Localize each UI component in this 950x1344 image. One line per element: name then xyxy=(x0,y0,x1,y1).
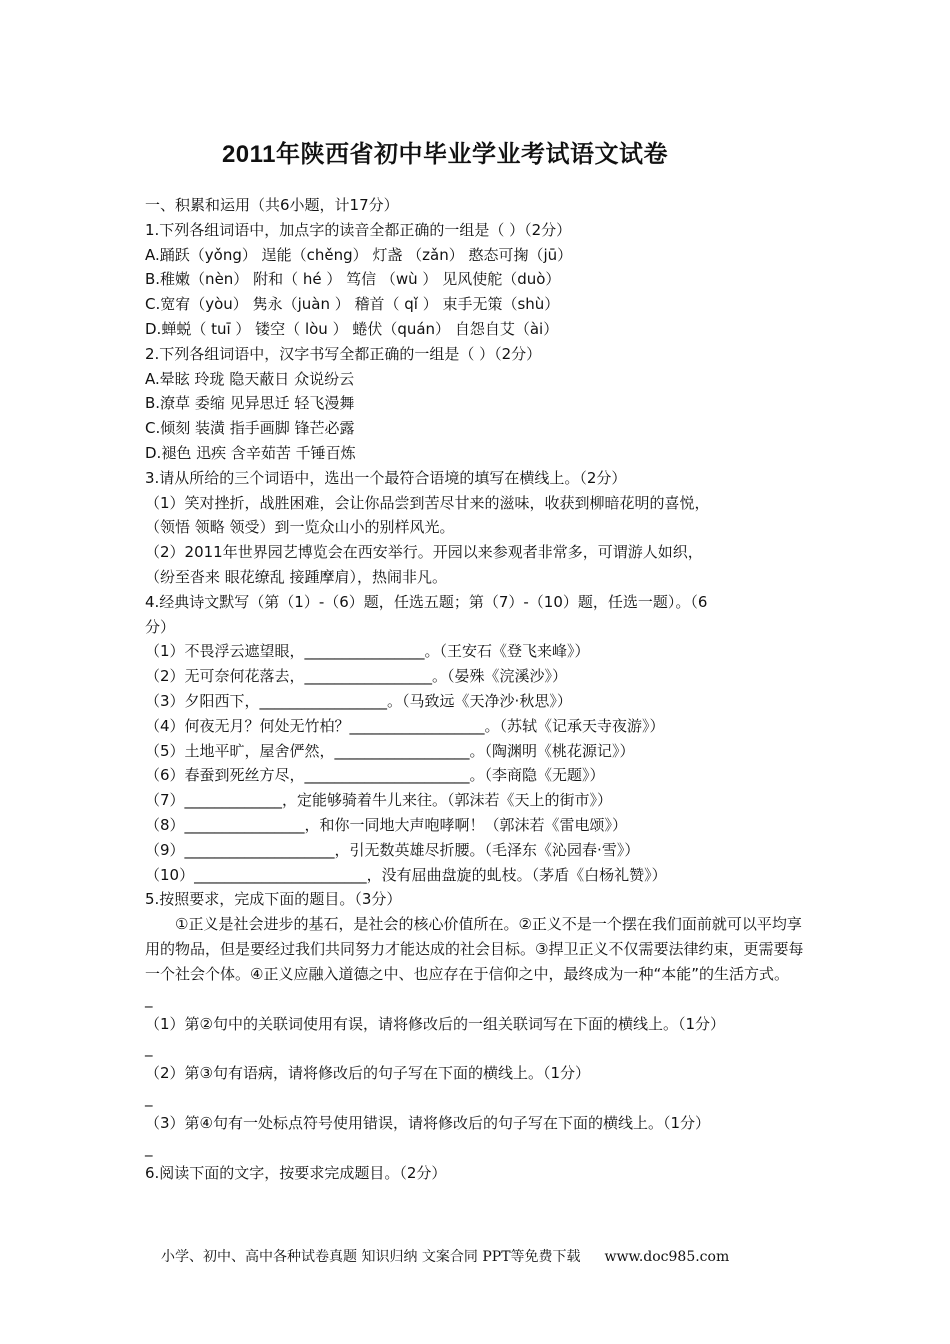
exam-content xyxy=(145,193,805,1186)
text-line: （9）____________________，引无数英雄尽折腰。（毛泽东《沁园春·雪》） xyxy=(145,840,640,859)
text-line: （8）________________，和你一同地大声咆哮啊！（郭沫若《雷电颂》） xyxy=(145,815,628,834)
text-line: C.宽宥（yòu） 隽永（juàn ） 稽首（ qǐ ） 束手无策（shù） xyxy=(145,295,560,314)
text-line: （1）不畏浮云遮望眼，________________。（王安石《登飞来峰》） xyxy=(145,642,590,661)
footer-site: www.doc985.com xyxy=(604,1249,730,1265)
text-line: B.潦草 委缩 见异思迁 轻飞漫舞 xyxy=(145,394,355,413)
text-line: （纷至沓来 眼花缭乱 接踵摩肩），热闹非凡。 xyxy=(145,567,448,586)
page-footer xyxy=(161,1246,729,1266)
passage-paragraph: ①正义是社会进步的基石，是社会的核心价值所在。②正义不是一个摆在我们面前就可以平均享用的物品，但是要经过我们共同努力才能达成的社会目标。③捍卫正义不仅需要法律约束，更需要每一个社会个体。④正义应融入道德之中、也应存在于信仰之中，最终成为一种“本能”的生活方式。 xyxy=(145,915,804,983)
text-line: A.晕眩 玲珑 隐天蔽日 众说纷云 xyxy=(145,369,355,388)
text-line: 3.请从所给的三个词语中，选出一个最符合语境的填写在横线上。（2分） xyxy=(145,468,627,487)
text-line: A.踊跃（yǒng） 逞能（chěng） 灯盏 （zǎn） 憨态可掬（jū） xyxy=(145,245,573,264)
text-line: （2）第③句有语病，请将修改后的句子写在下面的横线上。（1分） xyxy=(145,1064,591,1083)
text-line: 分） xyxy=(145,617,176,636)
text-line: B.稚嫩（nèn） 附和（ hé ） 笃信 （wù ） 见风使舵（duò） xyxy=(145,270,561,289)
questions-part-1 xyxy=(145,193,805,912)
text-line: （3）夕阳西下，_________________。（马致远《天净沙·秋思》） xyxy=(145,691,572,710)
text-line: D.蝉蜕（ tuī ） 镂空（ lòu ） 蜷伏（quán） 自怨自艾（ài） xyxy=(145,319,559,338)
answer-line: _ xyxy=(145,1089,153,1108)
text-line: （7）_____________，定能够骑着牛儿来往。（郭沫若《天上的街市》） xyxy=(145,791,613,810)
text-line: （领悟 领略 领受）到一览众山小的别样风光。 xyxy=(145,518,455,537)
text-line: 一、积累和运用（共6小题，计17分） xyxy=(145,196,399,214)
text-line: （1）笑对挫折，战胜困难，会让你品尝到苦尽甘来的滋味，收获到柳暗花明的喜悦， xyxy=(145,493,710,512)
text-line: （5）土地平旷，屋舍俨然，__________________。（陶渊明《桃花源记》） xyxy=(145,741,635,760)
questions-part-2 xyxy=(145,987,805,1186)
text-line: （1）第②句中的关联词使用有误，请将修改后的一组关联词写在下面的横线上。（1分） xyxy=(145,1014,726,1033)
footer-text: 小学、初中、高中各种试卷真题 知识归纳 文案合同 PPT等免费下载 xyxy=(161,1249,581,1265)
text-line: D.褪色 迅疾 含辛茹苦 千锤百炼 xyxy=(145,443,356,462)
text-line: 1.下列各组词语中，加点字的读音全都正确的一组是（ ）（2分） xyxy=(145,220,572,239)
answer-line: _ xyxy=(145,1138,153,1157)
page-title: 2011年陕西省初中毕业学业考试语文试卷 xyxy=(221,141,669,168)
text-line: （2）无可奈何花落去，_________________。（晏殊《浣溪沙》） xyxy=(145,667,568,686)
text-line: （6）春蚕到死丝方尽，______________________。（李商隐《无题》） xyxy=(145,766,605,785)
text-line: 2.下列各组词语中，汉字书写全都正确的一组是（ ）（2分） xyxy=(145,344,542,363)
text-line: 6.阅读下面的文字，按要求完成题目。（2分） xyxy=(145,1163,447,1182)
text-line: （2）2011年世界园艺博览会在西安举行。开园以来参观者非常多，可谓游人如织， xyxy=(145,543,703,562)
answer-line: _ xyxy=(145,1039,153,1058)
text-line: 5.按照要求，完成下面的题目。（3分） xyxy=(145,890,402,909)
answer-line: _ xyxy=(145,989,153,1008)
text-line: C.倾刻 装潢 指手画脚 锋芒必露 xyxy=(145,419,355,438)
text-line: （3）第④句有一处标点符号使用错误，请将修改后的句子写在下面的横线上。（1分） xyxy=(145,1114,711,1133)
text-line: （4）何夜无月？何处无竹柏？__________________。（苏轼《记承天寺夜游》） xyxy=(145,716,665,735)
text-line: （10）_______________________，没有屈曲盘旋的虬枝。（茅盾《白杨礼赞》） xyxy=(145,865,667,884)
text-line: 4.经典诗文默写（第（1）-（6）题，任选五题；第（7）-（10）题，任选一题）。（6 xyxy=(145,592,708,611)
